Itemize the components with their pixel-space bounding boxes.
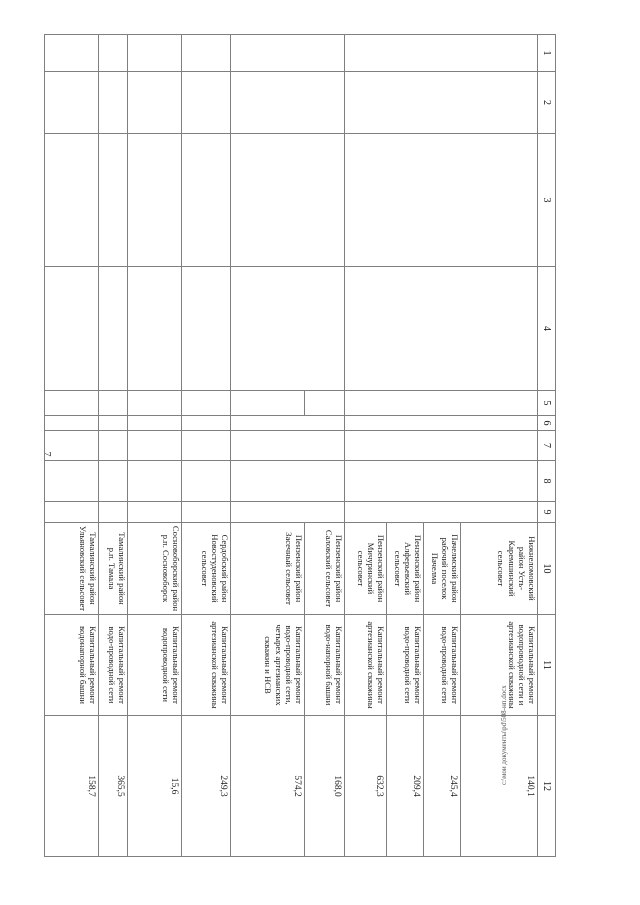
header-cell: 10 [538, 523, 556, 615]
table-cell [45, 35, 99, 72]
table-row [128, 35, 182, 857]
table-cell [345, 72, 538, 134]
amount-cell: 632,3 [345, 716, 387, 857]
table-cell [99, 267, 128, 391]
table-cell [345, 461, 538, 502]
table-cell [182, 461, 231, 502]
table-cell [128, 35, 182, 72]
header-cell: 8 [538, 461, 556, 502]
district-cell: Нижнеломовский район Усть-Каремшинский сельсовет [461, 523, 538, 615]
table-cell [99, 431, 128, 461]
amount-cell: 574,2 [231, 716, 305, 857]
table-cell [231, 431, 345, 461]
table-row [305, 35, 345, 857]
table-cell [182, 267, 231, 391]
table-cell [99, 35, 128, 72]
work-cell: Капитальный ремонт водо-проводной сети [387, 615, 424, 716]
table-row [45, 35, 99, 857]
table-cell [345, 391, 538, 416]
district-cell: Сердобский район Новостуденовский сельсовет [182, 523, 231, 615]
header-cell: 2 [538, 72, 556, 134]
work-cell: Капитальный ремонт водо-проводной сети [424, 615, 461, 716]
table-cell [45, 416, 99, 431]
amount-cell: 140,1 [461, 716, 538, 857]
table-cell [231, 461, 345, 502]
table-cell [182, 391, 231, 416]
header-cell: 11 [538, 615, 556, 716]
works-table [44, 34, 556, 857]
table-cell [45, 267, 99, 391]
district-cell: Пензенский район Засечный сельсовет [231, 523, 305, 615]
work-cell: Капитальный ремонт водо-проводной сети [99, 615, 128, 716]
amount-cell: 365,5 [99, 716, 128, 857]
header-cell: 1 [538, 35, 556, 72]
table-cell [182, 431, 231, 461]
table-row [182, 35, 231, 857]
table-cell [128, 416, 182, 431]
table-cell [231, 35, 345, 72]
work-cell: Капитальный ремонт водо-проводной сети, четырех артезианских скважин и НСВ [231, 615, 305, 716]
district-cell: Тамалинский район Ульяновский сельсовет [45, 523, 99, 615]
table-cell [45, 72, 99, 134]
table-cell [345, 267, 538, 391]
amount-cell: 249,3 [182, 716, 231, 857]
table-cell [182, 35, 231, 72]
district-cell: Сосновоборский район р.п. Сосновоборск [128, 523, 182, 615]
table-row [99, 35, 128, 857]
header-cell: 9 [538, 502, 556, 523]
district-cell: Пачелмский район рабочий поселок Пачелма [424, 523, 461, 615]
footer-file-path: c:\мои документы\pd\508-нп.docx [500, 685, 508, 785]
district-cell: Пензенский район Алферьевский сельсовет [387, 523, 424, 615]
header-cell: 6 [538, 416, 556, 431]
rotated-table-container [62, 34, 556, 856]
table-cell [99, 72, 128, 134]
table-cell [128, 72, 182, 134]
table-cell [182, 134, 231, 267]
work-cell: Капитальный ремонт водонапорной башни [45, 615, 99, 716]
work-cell: Капитальный ремонт водопроводной сети и артезианской скважины [461, 615, 538, 716]
work-cell: Капитальный ремонт артезианской скважины [345, 615, 387, 716]
table-cell [345, 134, 538, 267]
table-cell [128, 134, 182, 267]
table-cell [99, 416, 128, 431]
work-cell: Капитальный ремонт артезианской скважины [182, 615, 231, 716]
table-cell [231, 391, 305, 416]
table-cell [182, 502, 231, 523]
table-cell [128, 431, 182, 461]
table-cell [45, 431, 99, 461]
work-cell: Капитальный ремонт водопроводной сети [128, 615, 182, 716]
header-cell: 5 [538, 391, 556, 416]
table-cell [99, 461, 128, 502]
table-cell [182, 416, 231, 431]
table-cell [45, 502, 99, 523]
amount-cell: 209,4 [387, 716, 424, 857]
table-cell [45, 391, 99, 416]
amount-cell: 245,4 [424, 716, 461, 857]
table-cell [231, 502, 345, 523]
table-cell [345, 416, 538, 431]
table-cell [99, 502, 128, 523]
amount-cell: 158,7 [45, 716, 99, 857]
header-cell: 3 [538, 134, 556, 267]
table-cell [345, 431, 538, 461]
table-cell [345, 35, 538, 72]
table-cell [231, 416, 345, 431]
district-cell: Пензенский район Мичуринский сельсовет [345, 523, 387, 615]
district-cell: Тамалинский район р.п. Тамала [99, 523, 128, 615]
header-row [538, 35, 556, 857]
table-cell [128, 461, 182, 502]
table-cell [231, 134, 345, 267]
table-cell [345, 502, 538, 523]
table-cell [128, 391, 182, 416]
table-cell [128, 267, 182, 391]
amount-cell: 168,0 [305, 716, 345, 857]
table-cell [305, 391, 345, 416]
table-cell [99, 134, 128, 267]
table-cell [231, 72, 345, 134]
header-cell: 7 [538, 431, 556, 461]
work-cell: Капитальный ремонт водо-напорной башни [305, 615, 345, 716]
district-cell: Пензенский район Саловский сельсовет [305, 523, 345, 615]
table-cell [182, 72, 231, 134]
amount-cell: 15,6 [128, 716, 182, 857]
table-cell [45, 134, 99, 267]
page-number: 7 [41, 451, 52, 457]
header-cell: 4 [538, 267, 556, 391]
table-cell [128, 502, 182, 523]
header-cell: 12 [538, 716, 556, 857]
table-cell [99, 391, 128, 416]
table-cell [45, 461, 99, 502]
table-cell [231, 267, 345, 391]
